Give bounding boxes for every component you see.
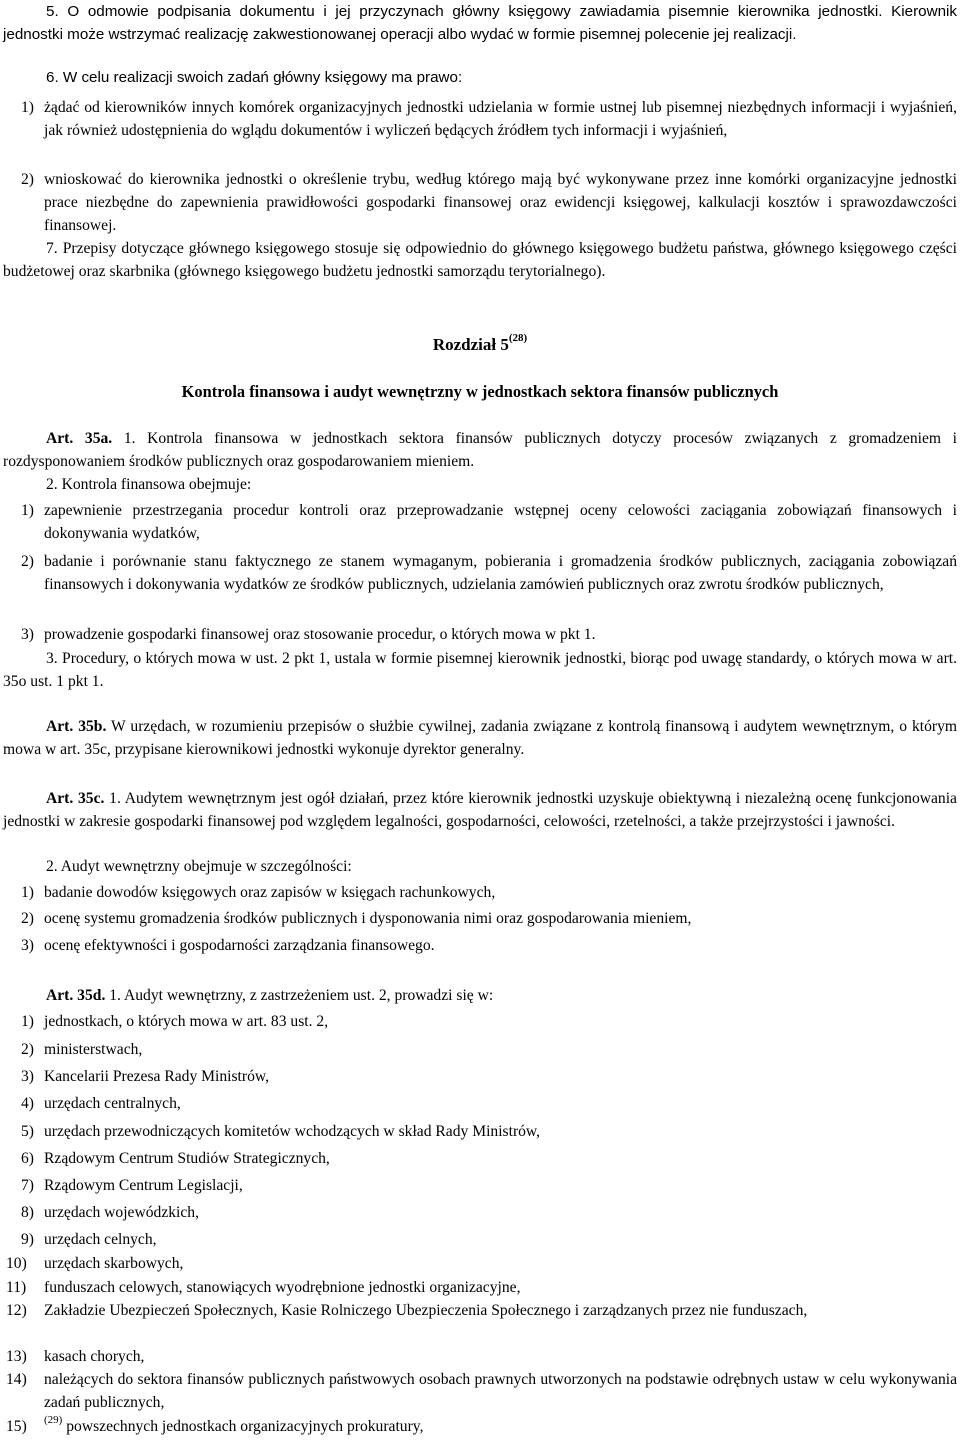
- paragraph-text: 1. Kontrola finansowa w jednostkach sektora finansów publicznych dotyczy procesów związanych z gromadzeniem i rozdysponowaniem środków publicznych oraz gospodarowaniem mieniem.: [3, 430, 957, 470]
- art-35c-paragraph-1: [3, 787, 957, 833]
- paragraph-text: W urzędach, w rozumieniu przepisów o służbie cywilnej, zadania związane z kontrolą finansową i audytem wewnętrznym, o którym mowa w art. 35c, przypisane kierownikowi jednostki wykonuje dyrektor generalny.: [3, 718, 957, 758]
- list-item-text: zapewnienie przestrzegania procedur kontroli oraz przeprowadzanie wstępnej oceny celowości zaciągania zobowiązań finansowych i dokonywania wydatków,: [44, 502, 957, 542]
- list-item-number: 2): [21, 1041, 34, 1058]
- article-label: Art. 35b.: [46, 718, 107, 735]
- list-item: [3, 1038, 957, 1061]
- list-item-number: 5): [21, 1123, 34, 1140]
- paragraph-6: [3, 66, 957, 89]
- paragraph-7-number: 7.: [46, 240, 58, 257]
- list-item-number: 6): [21, 1150, 34, 1167]
- list-item-number: 15): [6, 1418, 27, 1435]
- list-item-text: należących do sektora finansów publicznych państwowych osobach prawnych utworzonych na podstawie odrębnych ustaw w celu wykonywania zadań publicznych,: [44, 1371, 957, 1411]
- art-35a-paragraph-1: [3, 427, 957, 473]
- list-item-number: 7): [21, 1177, 34, 1194]
- list-item-text: wnioskować do kierownika jednostki o określenie trybu, według którego mają być wykonywane przez inne komórki organizacyjne jednostki prace niezbędne do zapewnienia prawidłowości gospodarki finansowej oraz ewidencji księgowej, kalkulacji kosztów i sprawozdawczości finansowej.: [44, 171, 957, 234]
- list-item-number: 3): [21, 1068, 34, 1085]
- list-item-number: 8): [21, 1204, 34, 1221]
- list-item: [3, 1228, 957, 1251]
- list-item: [3, 1092, 957, 1115]
- list-item: [3, 499, 957, 545]
- list-item-text-body: powszechnych jednostkach organizacyjnych prokuratury,: [66, 1418, 424, 1435]
- list-item-number: 2): [21, 553, 34, 570]
- list-item-text: funduszach celowych, stanowiących wyodrębnione jednostki organizacyjne,: [44, 1279, 521, 1296]
- list-item-text: ministerstwach,: [44, 1041, 143, 1058]
- list-item-text: Zakładzie Ubezpieczeń Społecznych, Kasie Rolniczego Ubezpieczenia Społecznego i zarządzanych przez nie funduszach,: [44, 1302, 808, 1319]
- list-item-text: urzędach centralnych,: [44, 1095, 181, 1112]
- list-item-text: ocenę systemu gromadzenia środków publicznych i dysponowania nimi oraz gospodarowania mieniem,: [44, 910, 692, 927]
- list-item-number: 1): [21, 1013, 34, 1030]
- list-item-text: badanie dowodów księgowych oraz zapisów w księgach rachunkowych,: [44, 884, 496, 901]
- list-item: [3, 1345, 957, 1368]
- list-item-number: 13): [6, 1348, 27, 1365]
- paragraph-5: 5. O odmowie podpisania dokumentu i jej przyczynach główny księgowy zawiadamia pisemnie kierownika jednostki. Kierownik jednostki może wstrzymać realizację zakwestionowanej operacji albo wydać w formie pisemnej polecenie jej realizacji.: [3, 3, 957, 43]
- list-item-number: 14): [6, 1371, 27, 1388]
- paragraph-text: 1. Audytem wewnętrznym jest ogół działań, przez które kierownik jednostki uzyskuje obiektywną i niezależną ocenę funkcjonowania jednostki w zakresie gospodarki finansowej pod względem legalności, gospodarności, celowości, rzetelności, a także przejrzystości i jawności.: [3, 790, 957, 830]
- list-item: [3, 1276, 957, 1299]
- chapter-footnote: (28): [508, 332, 528, 345]
- list-item-number: 4): [21, 1095, 34, 1112]
- list-item: [3, 1201, 957, 1224]
- list-item-text: kasach chorych,: [44, 1348, 145, 1365]
- list-item-text: prowadzenie gospodarki finansowej oraz stosowanie procedur, o których mowa w pkt 1.: [44, 626, 596, 643]
- list-item-number: 10): [6, 1255, 27, 1272]
- list-item: [3, 934, 957, 957]
- list-item: [3, 1174, 957, 1197]
- list-item: [3, 168, 957, 237]
- list-item: [3, 1368, 957, 1414]
- list-item-text: urzędach wojewódzkich,: [44, 1204, 200, 1221]
- art-35d-paragraph-1: [3, 984, 957, 1007]
- art-35a-paragraph-3: 3. Procedury, o których mowa w ust. 2 pkt 1, ustala w formie pisemnej kierownik jednostki, biorąc pod uwagę standardy, o których mowa w art. 35o ust. 1 pkt 1.: [3, 650, 957, 690]
- list-item-number: 2): [21, 171, 34, 188]
- list-item-number: 2): [21, 910, 34, 927]
- paragraph-text: 1. Audyt wewnętrzny, z zastrzeżeniem ust. 2, prowadzi się w:: [109, 987, 494, 1004]
- list-item-number: 1): [21, 99, 34, 116]
- list-item: [3, 1299, 957, 1322]
- list-item: [3, 1147, 957, 1170]
- list-item: [3, 96, 957, 142]
- art-35c-paragraph-2: 2. Audyt wewnętrzny obejmuje w szczególności:: [46, 858, 352, 875]
- list-item-number: 12): [6, 1302, 27, 1319]
- paragraph-6-text: W celu realizacji swoich zadań główny księgowy ma prawo:: [62, 69, 463, 86]
- list-item-text: jednostkach, o których mowa w art. 83 ust. 2,: [44, 1013, 329, 1030]
- chapter-title-text: Rozdział 5: [432, 335, 509, 354]
- list-item-text: Rządowym Centrum Legislacji,: [44, 1177, 243, 1194]
- article-label: Art. 35a.: [46, 430, 113, 447]
- list-item-text: ocenę efektywności i gospodarności zarządzania finansowego.: [44, 937, 435, 954]
- art-35b: [3, 715, 957, 761]
- list-item: [3, 1252, 957, 1275]
- list-item: [3, 623, 957, 646]
- list-item-text: urzędach skarbowych,: [44, 1255, 184, 1272]
- list-item: [3, 881, 957, 904]
- article-label: Art. 35d.: [46, 987, 106, 1004]
- list-item-text: urzędach celnych,: [44, 1231, 157, 1248]
- list-item-text: badanie i porównanie stanu faktycznego ze stanem wymaganym, pobierania i gromadzenia środków publicznych, zaciągania zobowiązań finansowych i dokonywania wydatków ze środków publicznych, udzielania zamówień publicznych oraz zwrotu środków publicznych,: [44, 553, 957, 593]
- paragraph-7: [3, 237, 957, 283]
- chapter-title: [3, 333, 957, 356]
- list-item-text: urzędach przewodniczących komitetów wchodzących w skład Rady Ministrów,: [44, 1123, 541, 1140]
- list-item-text: [44, 1415, 957, 1438]
- list-item-number: 3): [21, 937, 34, 954]
- article-label: Art. 35c.: [46, 790, 105, 807]
- list-item: [3, 1415, 957, 1438]
- list-item-number: 1): [21, 884, 34, 901]
- list-item: [3, 1010, 957, 1033]
- list-item-text: Kancelarii Prezesa Rady Ministrów,: [44, 1068, 270, 1085]
- footnote-marker: (29): [44, 1413, 63, 1426]
- list-item-number: 3): [21, 626, 34, 643]
- chapter-subtitle: Kontrola finansowa i audyt wewnętrzny w jednostkach sektora finansów publicznych: [181, 382, 779, 401]
- paragraph-6-number: 6.: [46, 69, 59, 86]
- list-item-number: 9): [21, 1231, 34, 1248]
- paragraph-7-text: Przepisy dotyczące głównego księgowego stosuje się odpowiednio do głównego księgowego budżetu państwa, głównego księgowego części budżetowej oraz skarbnika (głównego księgowego budżetu jednostki samorządu terytorialnego).: [3, 240, 957, 280]
- list-item: [3, 1120, 957, 1143]
- list-item-number: 1): [21, 502, 34, 519]
- list-item: [3, 907, 957, 930]
- list-item-text: żądać od kierowników innych komórek organizacyjnych jednostki udzielania w formie ustnej lub pisemnej niezbędnych informacji i wyjaśnień, jak również udostępnienia do wglądu dokumentów i wyliczeń będących źródłem tych informacji i wyjaśnień,: [44, 99, 957, 139]
- list-item: [3, 1065, 957, 1088]
- art-35a-paragraph-2: 2. Kontrola finansowa obejmuje:: [46, 476, 252, 493]
- list-item-text: Rządowym Centrum Studiów Strategicznych,: [44, 1150, 330, 1167]
- list-item: [3, 550, 957, 596]
- list-item-number: 11): [6, 1279, 27, 1296]
